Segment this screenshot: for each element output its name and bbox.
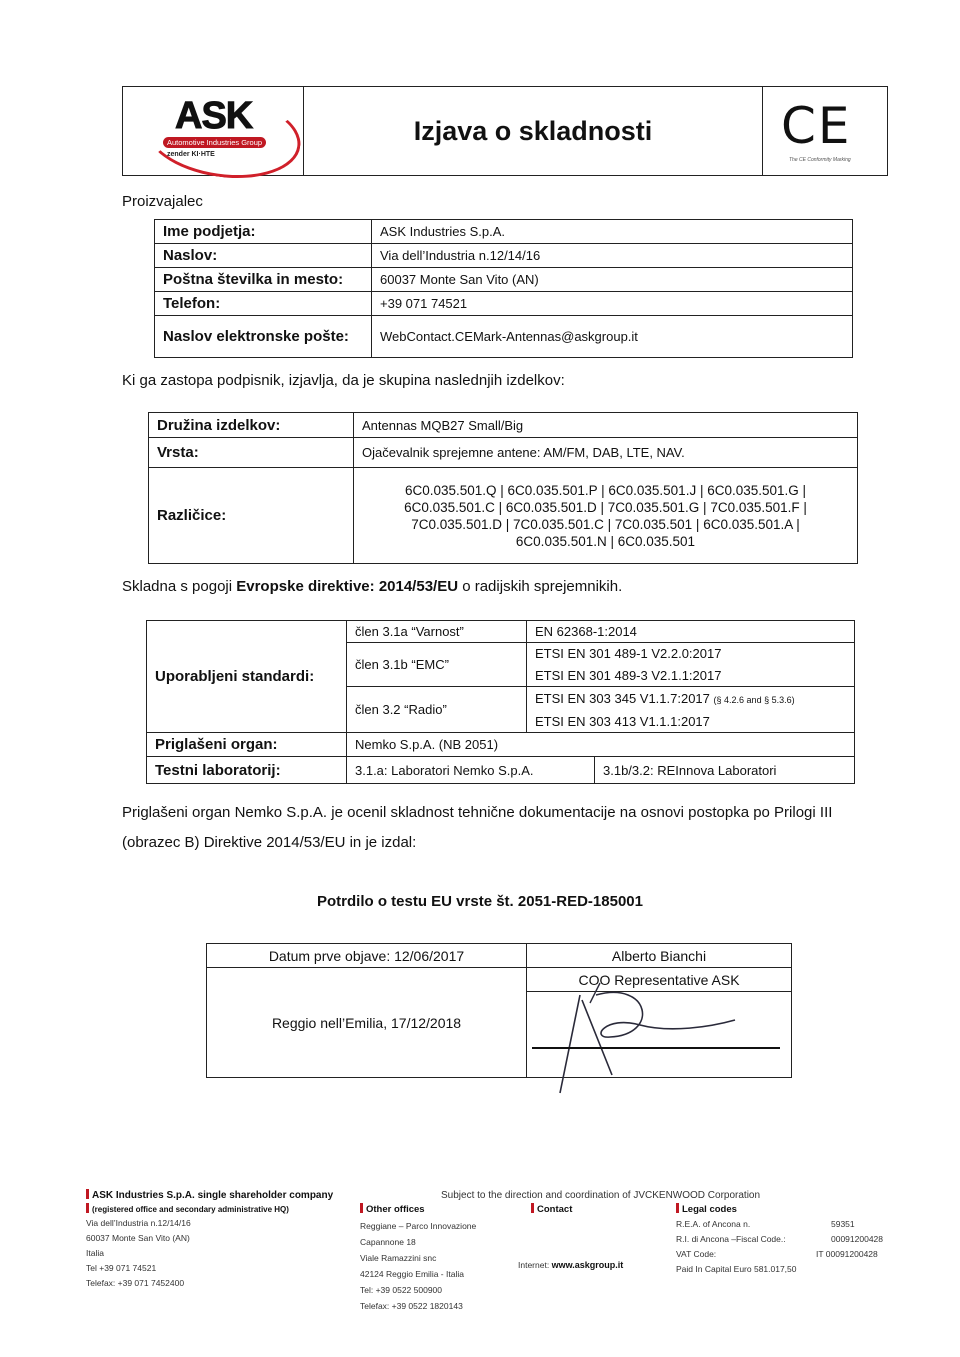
standards-label: Uporabljeni standardi: [147,621,347,733]
address-value: Via dell’Industria n.12/14/16 [372,244,853,268]
manufacturer-heading: Proizvajalec [122,193,203,210]
red-bar-icon [676,1203,679,1213]
postcode-label: Poštna številka in mesto: [155,268,372,292]
table-row [147,733,855,757]
table-row [207,944,792,968]
type-label: Vrsta: [149,438,354,468]
footer-address-line: Italia [86,1248,104,1258]
standard-item: ETSI EN 301 489-1 V2.2.0:2017 [527,643,855,665]
footer-address-line: Via dell’Industria n.12/14/16 [86,1218,191,1228]
logo-brands: zender KI·HTE [167,151,215,158]
footer-other-line: Telefax: +39 0522 1820143 [360,1301,463,1311]
footer-jvc-line: Subject to the direction and coordination of JVCKENWOOD Corporation [441,1190,761,1201]
place-and-date: Reggio nell’Emilia, 17/12/2018 [207,968,527,1078]
conformity-text [122,578,622,595]
footer-other-title: Other offices [360,1202,520,1218]
phone-value: +39 071 74521 [372,292,853,316]
legal-row: Paid In Capital Euro 581.017,50 [676,1264,797,1274]
ce-mark-cell [763,87,887,175]
legal-row: VAT Code: IT 00091200428 [676,1249,878,1259]
variants-label: Različice: [149,468,354,564]
footer-contact-title: Contact [531,1202,671,1217]
signer-title: COO Representative ASK [527,968,792,992]
standard-item [527,687,855,711]
table-row [147,757,855,784]
product-family-value: Antennas MQB27 Small/Big [354,413,858,438]
table-row [155,244,853,268]
legal-row: R.E.A. of Ancona n. 59351 [676,1219,855,1229]
phone-label: Telefon: [155,292,372,316]
logo-subtitle: Automotive Industries Group [163,137,266,148]
handwritten-signature [520,975,780,1105]
conformity-prefix: Skladna s pogoji [122,578,237,595]
document-header [122,86,888,176]
footer-other-offices [360,1202,520,1314]
footer-contact [531,1202,671,1217]
red-bar-icon [531,1203,534,1213]
table-row [149,438,858,468]
footer-internet-label: Internet: [518,1260,550,1270]
standard-item-text: ETSI EN 303 345 V1.1.7:2017 [535,691,710,707]
address-label: Naslov: [155,244,372,268]
footer-other-line: Capannone 18 [360,1237,416,1247]
variants-line: 7C0.035.501.D | 7C0.035.501.C | 7C0.035.501 | 6C0.035.501.A | [411,516,800,532]
assessment-text-line-1: Priglašeni organ Nemko S.p.A. je ocenil skladnost tehnične dokumentacije na osnovi postopka po Prilogi III [122,804,833,821]
ask-logo [123,87,304,175]
table-row [147,621,855,643]
ce-caption: The CE Conformity Marking [789,157,851,163]
red-bar-icon [86,1189,89,1199]
table-row [155,316,853,358]
table-row [155,292,853,316]
footer-address-line: Telefax: +39 071 7452400 [86,1278,185,1288]
footer-company-line: ASK Industries S.p.A. single shareholder company [86,1188,386,1203]
notified-body-label: Priglašeni organ: [147,733,347,757]
red-bar-icon [86,1203,89,1213]
footer-internet [518,1258,623,1273]
signer-name: Alberto Bianchi [527,944,792,968]
table-row [155,268,853,292]
table-row [149,468,858,564]
standard-note: (§ 4.2.6 and § 5.3.6) [713,695,795,706]
footer-address-line: Tel +39 071 74521 [86,1263,157,1273]
variants-line: 6C0.035.501.N | 6C0.035.501 [515,533,696,549]
certificate-number: Potrdilo o testu EU vrste št. 2051-RED-185001 [317,893,643,910]
email-label: Naslov elektronske pošte: [155,316,372,358]
ce-mark-icon: CE [781,97,852,155]
variants-value [354,468,858,564]
company-label: Ime podjetja: [155,220,372,244]
footer-other-line: Viale Ramazzini snc [360,1253,437,1263]
footer-company [86,1188,386,1291]
first-issue-date: Datum prve objave: 12/06/2017 [207,944,527,968]
footer-other-line: Reggiane – Parco Innovazione [360,1221,477,1231]
standard-item: ETSI EN 303 413 V1.1.1:2017 [527,711,855,733]
variants-line: 6C0.035.501.Q | 6C0.035.501.P | 6C0.035.501.J | 6C0.035.501.G | [404,482,807,498]
products-table [148,412,858,564]
website-link[interactable]: www.askgroup.it [551,1260,624,1270]
variants-line: 6C0.035.501.C | 6C0.035.501.D | 7C0.035.501.G | 7C0.035.501.F | [404,499,807,515]
table-row [155,220,853,244]
standard-article: člen 3.1b “EMC” [347,643,527,687]
logo-wordmark: ASK [175,95,253,137]
standard-article: člen 3.1a “Varnost” [347,621,527,643]
company-value: ASK Industries S.p.A. [372,220,853,244]
legal-row: R.I. di Ancona –Fiscal Code.: 00091200428 [676,1234,884,1244]
test-lab-value-1: 3.1.a: Laboratori Nemko S.p.A. [347,757,595,784]
conformity-suffix: o radijskih sprejemnikih. [458,578,623,595]
standard-item: ETSI EN 301 489-3 V2.1.1:2017 [527,665,855,687]
manufacturer-table [154,219,853,358]
footer-legal-title: Legal codes [676,1202,896,1217]
conformity-directive: Evropske direktive: 2014/53/EU [236,578,459,595]
email-value: WebContact.CEMark-Antennas@askgroup.it [372,316,853,358]
assessment-text-line-2: (obrazec B) Direktive 2014/53/EU in je izdal: [122,834,417,851]
declaration-text: Ki ga zastopa podpisnik, izjavlja, da je skupina naslednjih izdelkov: [122,372,565,389]
notified-body-value: Nemko S.p.A. (NB 2051) [347,733,855,757]
standards-table [146,620,855,784]
footer-legal [676,1202,896,1277]
footer-other-line: 42124 Reggio Emilia - Italia [360,1269,464,1279]
type-value: Ojačevalnik sprejemne antene: AM/FM, DAB, LTE, NAV. [354,438,858,468]
standard-item: EN 62368-1:2014 [527,621,855,643]
footer-other-line: Tel: +39 0522 500900 [360,1285,443,1295]
standard-article: člen 3.2 “Radio” [347,687,527,733]
table-row [149,413,858,438]
footer-office-line: (registered office and secondary administrative HQ) [86,1203,386,1216]
red-bar-icon [360,1203,363,1213]
product-family-label: Družina izdelkov: [149,413,354,438]
footer-address-line: 60037 Monte San Vito (AN) [86,1233,190,1243]
postcode-value: 60037 Monte San Vito (AN) [372,268,853,292]
test-lab-label: Testni laboratorij: [147,757,347,784]
test-lab-value-2: 3.1b/3.2: REInnova Laboratori [595,757,855,784]
page-title: Izjava o skladnosti [304,87,763,175]
